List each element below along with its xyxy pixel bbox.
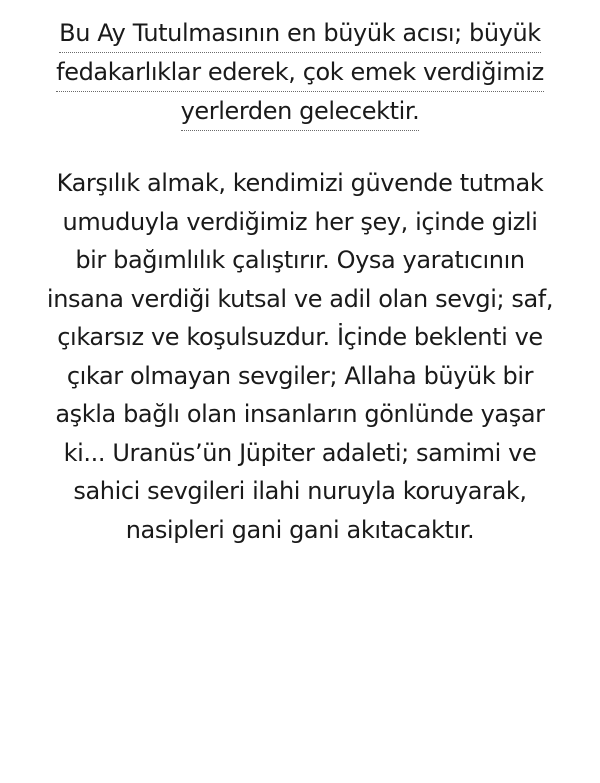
intro-line-text: Bu Ay Tutulmasının en büyük acısı; büyük [59,15,541,53]
body-line: çıkar olmayan sevgiler; Allaha büyük bir [66,361,534,390]
body-line: bir bağımlılık çalıştırır. Oysa yaratıcının [75,246,525,274]
body-paragraph [0,164,600,549]
body-line: sahici sevgileri ilahi nuruyla koruyarak, [73,477,527,505]
intro-line-text: yerlerden gelecektir. [181,93,420,131]
intro-line-text: fedakarlıklar ederek, çok emek verdiğimiz [56,54,544,92]
body-line: insana verdiği kutsal ve adil olan sevgi; saf, [46,284,554,313]
body-line: nasipleri gani gani akıtacaktır. [125,515,475,544]
body-line: aşkla bağlı olan insanların gönlünde yaşar [55,400,545,428]
body-line: ki... Uranüs’ün Jüpiter adaleti; samimi ve [63,438,537,467]
body-line: Karşılık almak, kendimizi güvende tutmak [56,169,544,197]
intro-line [0,53,600,92]
intro-line [0,14,600,53]
intro-line [0,92,600,131]
body-line: umuduyla verdiğimiz her şey, içinde gizli [62,207,538,236]
intro-paragraph [0,14,600,131]
body-line: çıkarsız ve koşulsuzdur. İçinde beklenti ve [57,323,543,351]
